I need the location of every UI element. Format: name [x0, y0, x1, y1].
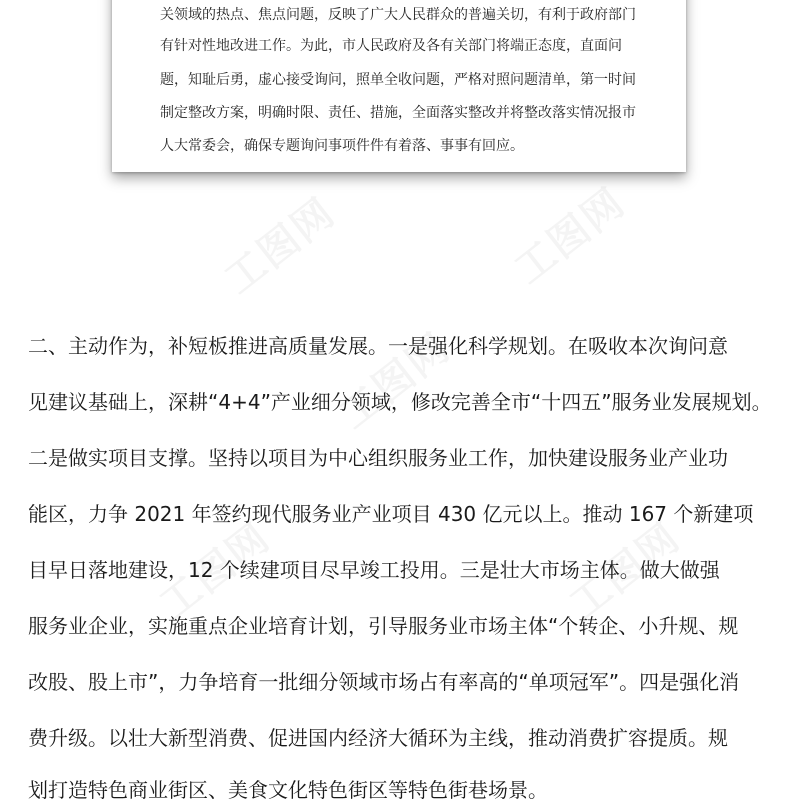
card-line: 制定整改方案，明确时限、责任、措施，全面落实整改并将整改落实情况报市 [160, 105, 636, 121]
body-line: 目早日落地建设，12 个续建项目尽早竣工投用。三是壮大市场主体。做大做强 [28, 558, 720, 582]
body-line: 服务业企业，实施重点企业培育计划，引导服务业市场主体“个转企、小升规、规 [28, 614, 739, 638]
card-line: 人大常委会，确保专题询问事项件件有着落、事事有回应。 [160, 138, 524, 154]
body-line: 见建议基础上，深耕“4+4”产业细分领域，修改完善全市“十四五”服务业发展规划。 [28, 390, 772, 414]
body-line: 划打造特色商业街区、美食文化特色街区等特色街巷场景。 [28, 778, 548, 800]
body-line: 二是做实项目支撑。坚持以项目为中心组织服务业工作，加快建设服务业产业功 [28, 446, 728, 470]
body-line: 改股、股上市”，力争培育一批细分领域市场占有率高的“单项冠军”。四是强化消 [28, 670, 740, 694]
body-line: 二、主动作为，补短板推进高质量发展。一是强化科学规划。在吸收本次询问意 [28, 334, 728, 358]
watermark [501, 172, 635, 294]
watermark [211, 182, 345, 304]
card-line: 题，知耻后勇，虚心接受询问，照单全收问题，严格对照问题清单，第一时间 [160, 72, 636, 88]
card-line: 关领域的热点、焦点问题，反映了广大人民群众的普遍关切，有利于政府部门 [160, 7, 636, 23]
body-line: 费升级。以壮大新型消费、促进国内经济大循环为主线，推动消费扩容提质。规 [28, 726, 728, 750]
body-line: 能区，力争 2021 年签约现代服务业产业项目 430 亿元以上。推动 167 个新建项 [28, 502, 754, 526]
card-line: 有针对性地改进工作。为此，市人民政府及各有关部门将端正态度，直面问 [160, 38, 622, 54]
